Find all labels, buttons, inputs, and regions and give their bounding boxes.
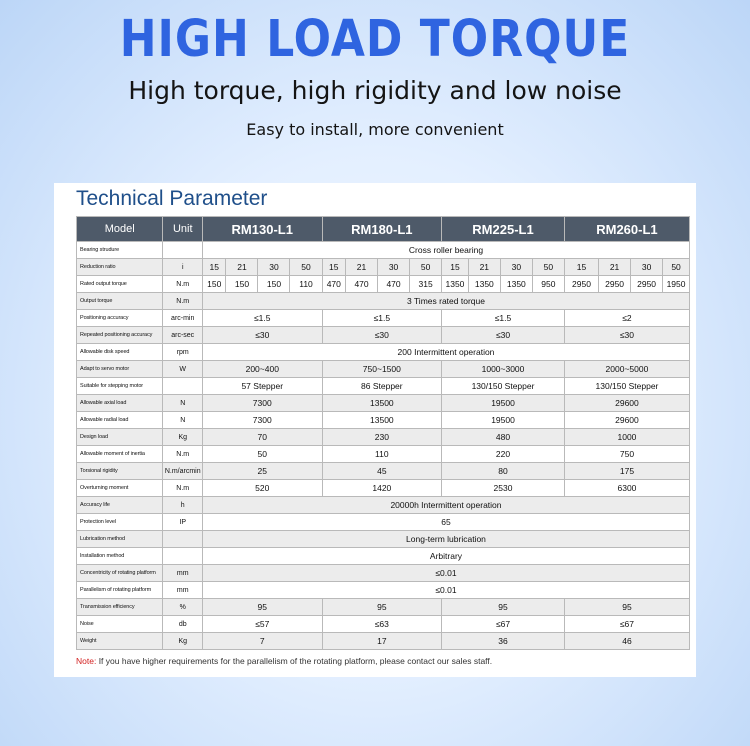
param-name: Allowable disk speed [77, 344, 163, 361]
param-value: ≤30 [202, 327, 322, 344]
param-unit: W [163, 361, 203, 378]
param-value: 70 [202, 429, 322, 446]
param-value: 1350 [468, 276, 500, 293]
param-name: Overturning moment [77, 480, 163, 497]
headline: HIGH LOAD TORQUE [119, 10, 631, 69]
table-row [77, 599, 690, 616]
param-unit: N.m/arcmin [163, 463, 203, 480]
param-name: Rated output torque [77, 276, 163, 293]
param-value: 30 [500, 259, 532, 276]
param-value: 30 [378, 259, 410, 276]
param-value: ≤1.5 [322, 310, 442, 327]
param-unit: Kg [163, 429, 203, 446]
param-unit [163, 548, 203, 565]
param-unit: i [163, 259, 203, 276]
note-text: If you have higher requirements for the parallelism of the rotating platform, please contact our sales staff. [96, 656, 493, 666]
param-name: Allowable axial load [77, 395, 163, 412]
param-name: Output torque [77, 293, 163, 310]
subline: High torque, high rigidity and low noise [128, 76, 622, 105]
table-row [77, 429, 690, 446]
table-row [77, 565, 690, 582]
param-value: ≤0.01 [202, 582, 689, 599]
param-value: 2950 [631, 276, 663, 293]
param-name: Reduction ratio [77, 259, 163, 276]
param-value: 86 Stepper [322, 378, 442, 395]
param-unit: db [163, 616, 203, 633]
param-value: ≤30 [322, 327, 442, 344]
param-value: Long-term lubrication [202, 531, 689, 548]
table-row [77, 463, 690, 480]
param-value: 15 [322, 259, 345, 276]
param-name: Noise [77, 616, 163, 633]
note-label: Note: [76, 656, 97, 666]
param-value: 57 Stepper [202, 378, 322, 395]
param-value: Cross roller bearing [202, 242, 689, 259]
param-name: Weight [77, 633, 163, 650]
param-value: 30 [631, 259, 663, 276]
table-row [77, 480, 690, 497]
param-unit: N [163, 412, 203, 429]
param-value: 1420 [322, 480, 442, 497]
spec-table [76, 216, 690, 650]
spec-table-body [77, 242, 690, 650]
param-value: 21 [468, 259, 500, 276]
param-value: 470 [322, 276, 345, 293]
param-value: 2000~5000 [564, 361, 689, 378]
table-row [77, 361, 690, 378]
param-unit [163, 242, 203, 259]
table-header-row [77, 217, 690, 242]
table-row [77, 293, 690, 310]
table-row [77, 582, 690, 599]
param-value: 50 [663, 259, 690, 276]
param-unit: mm [163, 565, 203, 582]
param-value: 1350 [442, 276, 469, 293]
table-row [77, 633, 690, 650]
param-unit: IP [163, 514, 203, 531]
param-value: 750 [564, 446, 689, 463]
param-value: Arbitrary [202, 548, 689, 565]
table-row [77, 497, 690, 514]
param-name: Allowable moment of inertia [77, 446, 163, 463]
param-name: Concentricity of rotating platform [77, 565, 163, 582]
param-value: 1000 [564, 429, 689, 446]
param-value: 13500 [322, 412, 442, 429]
param-name: Transmission efficiency [77, 599, 163, 616]
param-value: 7300 [202, 412, 322, 429]
param-unit: N [163, 395, 203, 412]
param-value: 21 [226, 259, 258, 276]
param-value: 29600 [564, 412, 689, 429]
param-value: 1000~3000 [442, 361, 565, 378]
param-value: 50 [290, 259, 322, 276]
param-value: ≤2 [564, 310, 689, 327]
caption: Easy to install, more convenient [246, 120, 504, 139]
spec-card [54, 183, 696, 677]
param-value: ≤67 [442, 616, 565, 633]
param-value: 130/150 Stepper [564, 378, 689, 395]
param-value: 15 [202, 259, 225, 276]
param-value: 750~1500 [322, 361, 442, 378]
param-name: Allowable radial load [77, 412, 163, 429]
table-row [77, 378, 690, 395]
param-value: ≤30 [564, 327, 689, 344]
table-row [77, 327, 690, 344]
param-unit: arc-sec [163, 327, 203, 344]
param-value: 150 [258, 276, 290, 293]
table-row [77, 446, 690, 463]
param-unit: mm [163, 582, 203, 599]
param-value: ≤57 [202, 616, 322, 633]
table-row [77, 276, 690, 293]
table-row [77, 514, 690, 531]
param-value: 3 Times rated torque [202, 293, 689, 310]
param-unit: N.m [163, 293, 203, 310]
table-row [77, 310, 690, 327]
header-model-4: RM260-L1 [564, 217, 689, 242]
param-value: 470 [378, 276, 410, 293]
param-name: Lubrication method [77, 531, 163, 548]
param-value: 65 [202, 514, 689, 531]
param-value: 80 [442, 463, 565, 480]
param-value: 50 [410, 259, 442, 276]
param-value: 1350 [500, 276, 532, 293]
note [76, 656, 492, 666]
param-value: 110 [290, 276, 322, 293]
param-name: Parallelism of rotating platform [77, 582, 163, 599]
param-value: 6300 [564, 480, 689, 497]
param-name: Positioning accuracy [77, 310, 163, 327]
param-value: 520 [202, 480, 322, 497]
card-title: Technical Parameter [76, 187, 268, 210]
param-unit [163, 531, 203, 548]
table-row [77, 344, 690, 361]
param-value: 13500 [322, 395, 442, 412]
param-value: 480 [442, 429, 565, 446]
param-value: 15 [564, 259, 598, 276]
param-unit: N.m [163, 446, 203, 463]
header-model: Model [77, 217, 163, 242]
param-value: 25 [202, 463, 322, 480]
param-name: Adapt to servo motor [77, 361, 163, 378]
param-value: ≤63 [322, 616, 442, 633]
param-value: 36 [442, 633, 565, 650]
param-value: 230 [322, 429, 442, 446]
param-value: 2950 [564, 276, 598, 293]
param-value: 21 [346, 259, 378, 276]
header-unit: Unit [163, 217, 203, 242]
param-value: ≤30 [442, 327, 565, 344]
param-unit [163, 378, 203, 395]
param-unit: rpm [163, 344, 203, 361]
param-value: 2950 [599, 276, 631, 293]
param-value: 50 [532, 259, 564, 276]
param-unit: arc-min [163, 310, 203, 327]
param-value: ≤1.5 [442, 310, 565, 327]
header-model-3: RM225-L1 [442, 217, 565, 242]
param-value: 30 [258, 259, 290, 276]
param-value: 19500 [442, 395, 565, 412]
param-unit: % [163, 599, 203, 616]
param-value: 150 [202, 276, 225, 293]
param-value: 46 [564, 633, 689, 650]
param-unit: N.m [163, 480, 203, 497]
table-row [77, 531, 690, 548]
param-name: Repeated positioning accuracy [77, 327, 163, 344]
param-value: 950 [532, 276, 564, 293]
param-value: ≤1.5 [202, 310, 322, 327]
param-value: 175 [564, 463, 689, 480]
param-unit: h [163, 497, 203, 514]
param-value: 470 [346, 276, 378, 293]
param-value: 7 [202, 633, 322, 650]
param-value: 21 [599, 259, 631, 276]
table-row [77, 548, 690, 565]
param-name: Accuracy life [77, 497, 163, 514]
param-name: Protection level [77, 514, 163, 531]
param-unit: N.m [163, 276, 203, 293]
param-value: 110 [322, 446, 442, 463]
param-value: 29600 [564, 395, 689, 412]
param-value: 95 [322, 599, 442, 616]
param-value: ≤67 [564, 616, 689, 633]
param-name: Suitable for stepping motor [77, 378, 163, 395]
header-model-2: RM180-L1 [322, 217, 442, 242]
param-value: 150 [226, 276, 258, 293]
param-value: 130/150 Stepper [442, 378, 565, 395]
param-unit: Kg [163, 633, 203, 650]
param-value: 45 [322, 463, 442, 480]
param-name: Installation method [77, 548, 163, 565]
param-name: Design load [77, 429, 163, 446]
table-row [77, 242, 690, 259]
param-value: 7300 [202, 395, 322, 412]
param-value: 1950 [663, 276, 690, 293]
param-value: 19500 [442, 412, 565, 429]
table-row [77, 616, 690, 633]
param-value: 315 [410, 276, 442, 293]
param-value: ≤0.01 [202, 565, 689, 582]
param-value: 200~400 [202, 361, 322, 378]
param-value: 15 [442, 259, 469, 276]
header-model-1: RM130-L1 [202, 217, 322, 242]
param-value: 95 [202, 599, 322, 616]
param-value: 95 [442, 599, 565, 616]
table-row [77, 259, 690, 276]
param-value: 220 [442, 446, 565, 463]
param-value: 95 [564, 599, 689, 616]
param-value: 50 [202, 446, 322, 463]
param-name: Bearing strudure [77, 242, 163, 259]
param-value: 2530 [442, 480, 565, 497]
param-name: Torsional rigidity [77, 463, 163, 480]
param-value: 200 Intermittent operation [202, 344, 689, 361]
table-row [77, 395, 690, 412]
table-row [77, 412, 690, 429]
param-value: 17 [322, 633, 442, 650]
param-value: 20000h Intermittent operation [202, 497, 689, 514]
